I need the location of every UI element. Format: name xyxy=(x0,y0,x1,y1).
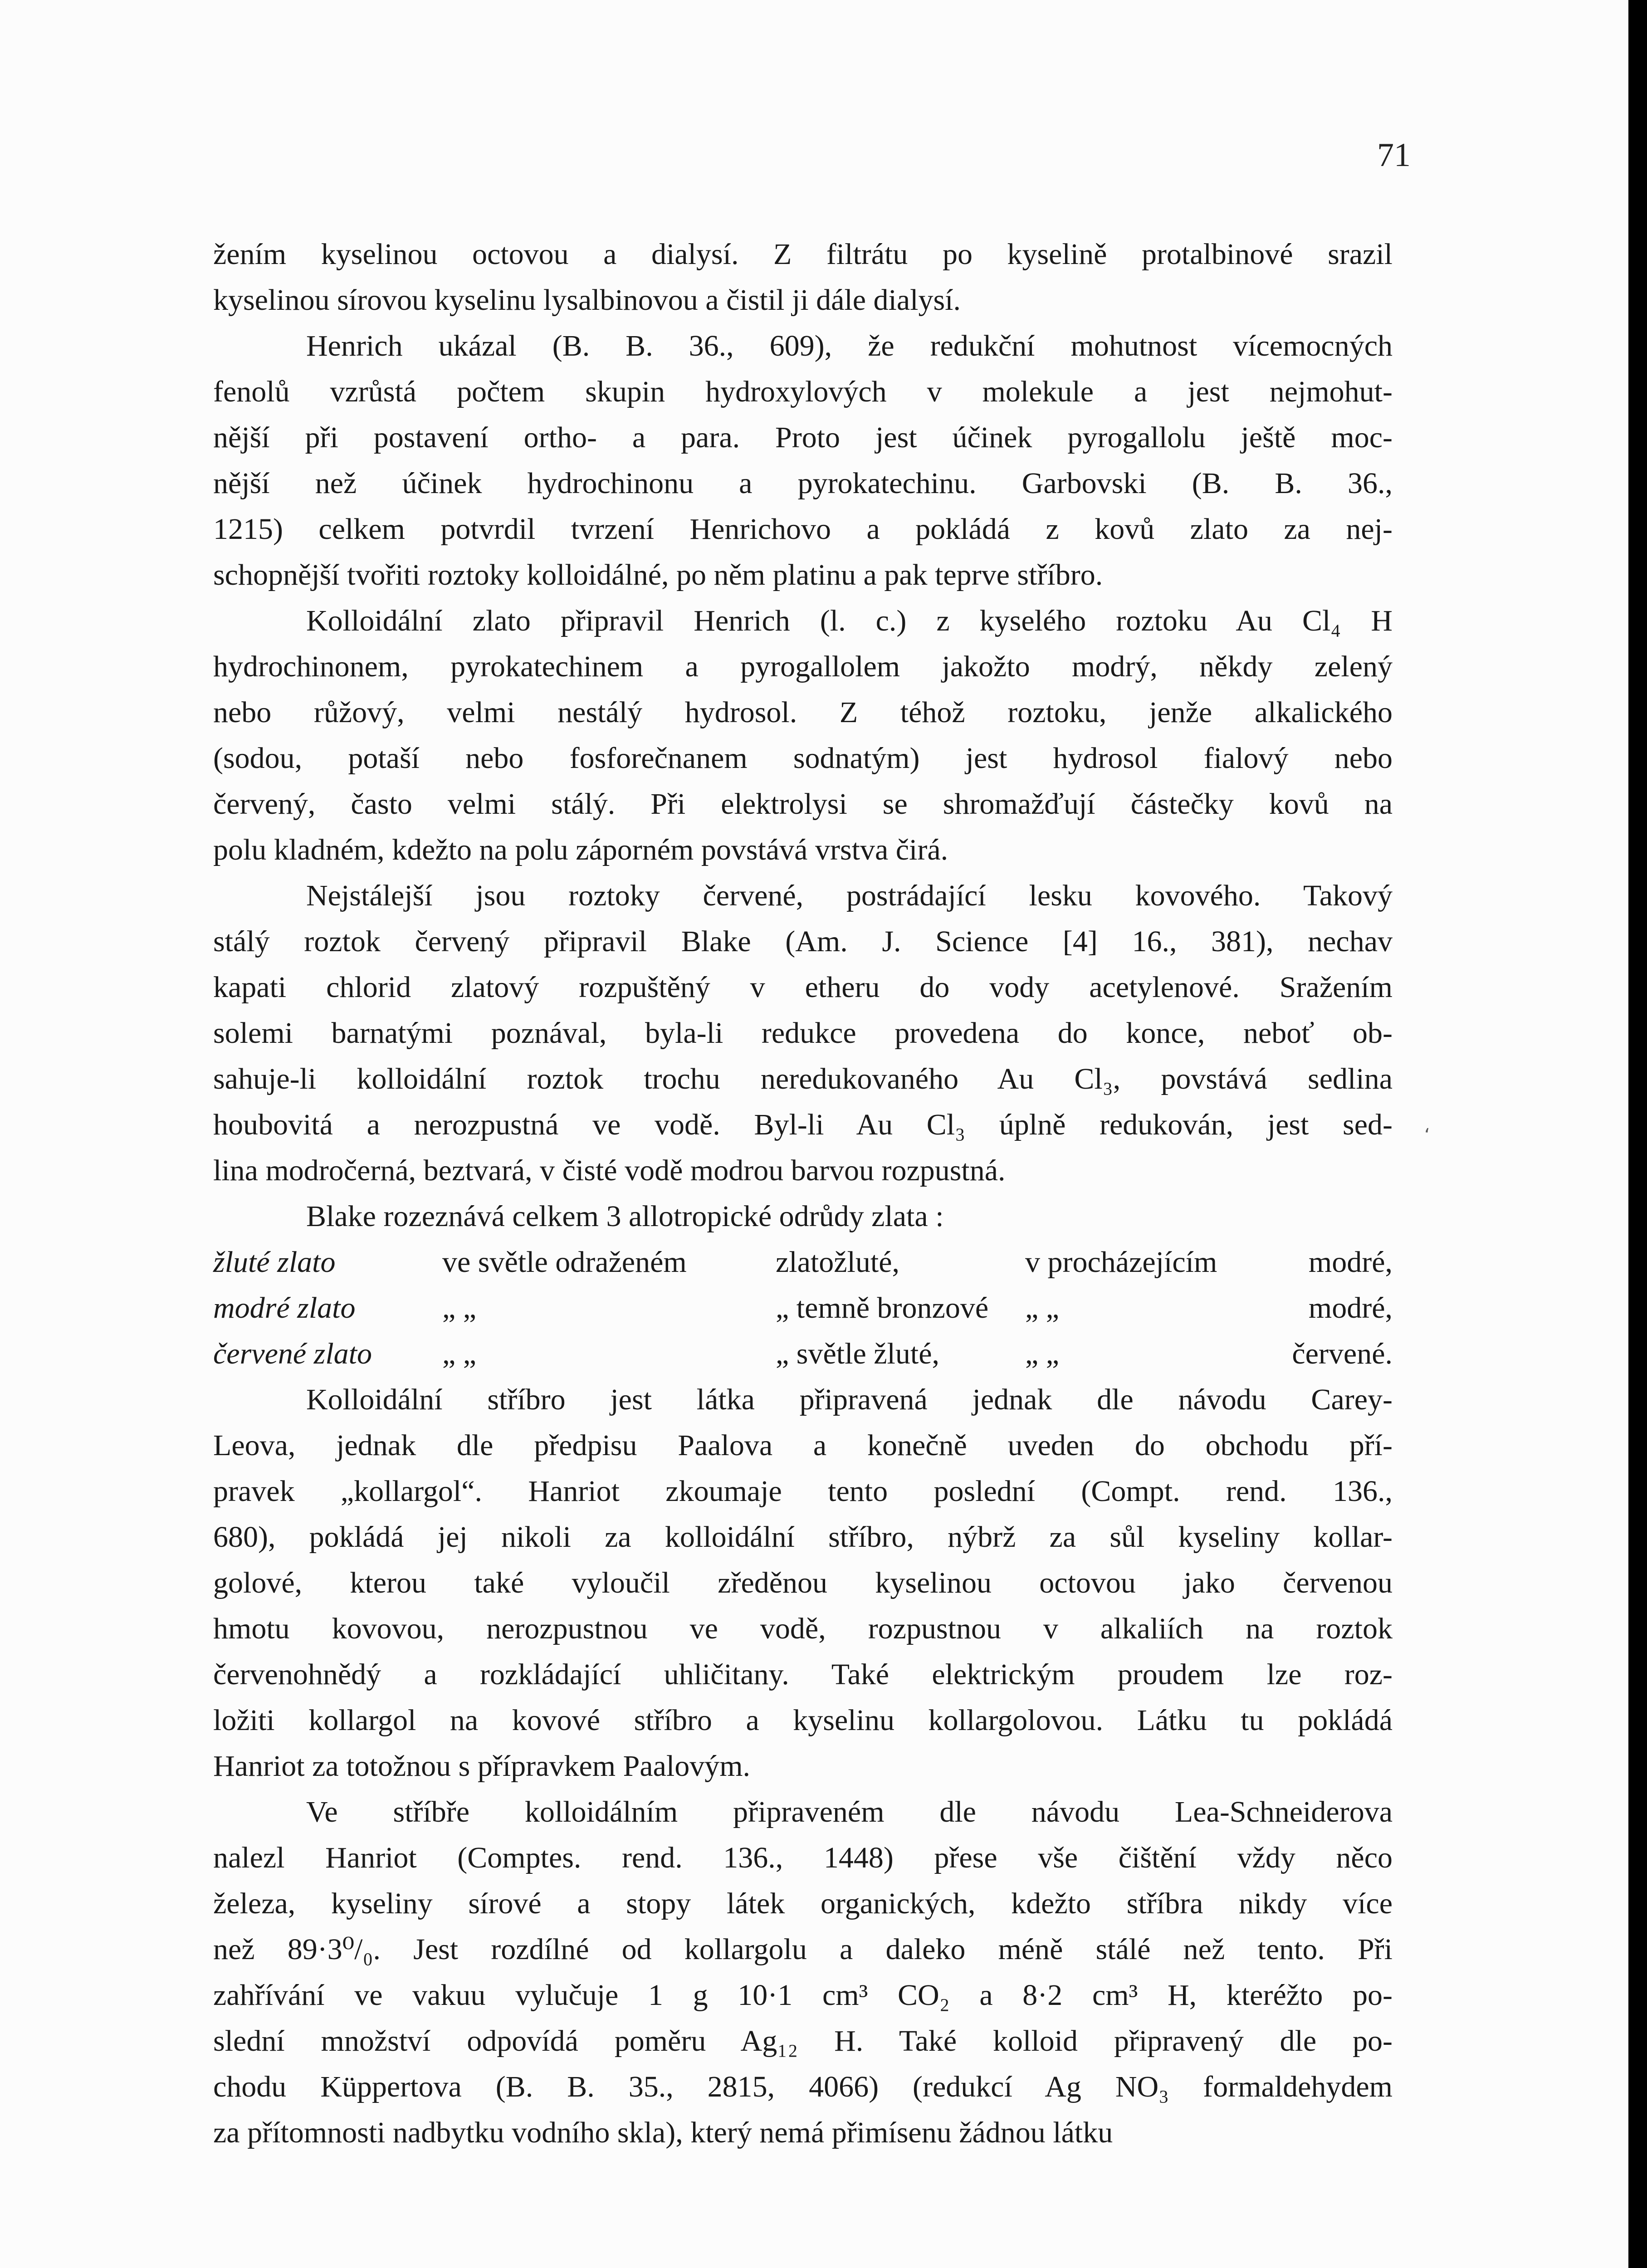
text-line: kapati chlorid zlatový rozpuštěný v etheru do vody acetylenové. Sražením xyxy=(213,971,1393,1004)
text-line: (sodou, potaší nebo fosforečnanem sodnatým) jest hydrosol fialový nebo xyxy=(213,742,1393,775)
light-condition: „ „ xyxy=(442,1291,477,1325)
text-line: červenohnědý a rozkládající uhličitany. Také elektrickým proudem lze roz- xyxy=(213,1658,1393,1691)
text-line: golové, kterou také vyloučil zředěnou kyselinou octovou jako červenou xyxy=(213,1566,1393,1599)
transmitted-color: červené. xyxy=(1292,1337,1393,1370)
text-line: Kolloidální zlato připravil Henrich (l. c.) z kyselého roztoku Au Cl₄ H xyxy=(306,604,1393,637)
text-line: žením kyselinou octovou a dialysí. Z filtrátu po kyselině protalbinové srazil xyxy=(213,238,1393,271)
text-line: Nejstálejší jsou roztoky červené, postrádající lesku kovového. Takový xyxy=(306,879,1393,912)
table-row xyxy=(213,1331,1393,1377)
text-line: než 89·3⁰/₀. Jest rozdílné od kollargolu a daleko méně stálé než tento. Při xyxy=(213,1933,1393,1966)
page-body xyxy=(213,231,1393,2156)
text-line: nější než účinek hydrochinonu a pyrokatechinu. Garbovski (B. B. 36., xyxy=(213,467,1393,500)
reflected-color: „ temně bronzové xyxy=(776,1291,989,1325)
text-line: nebo růžový, velmi nestálý hydrosol. Z téhož roztoku, jenže alkalického xyxy=(213,696,1393,729)
transmitted-color: modré, xyxy=(1308,1246,1393,1279)
text-line: pravek „kollargol“. Hanriot zkoumaje tento poslední (Compt. rend. 136., xyxy=(213,1475,1393,1508)
table-row xyxy=(213,1239,1393,1285)
text-line: nalezl Hanriot (Comptes. rend. 136., 1448) přese vše čištění vždy něco xyxy=(213,1841,1393,1874)
text-line: Henrich ukázal (B. B. 36., 609), že redukční mohutnost vícemocných xyxy=(306,329,1393,362)
variety-name: červené zlato xyxy=(213,1337,372,1370)
paragraph xyxy=(213,873,1393,1193)
paragraph xyxy=(213,598,1393,873)
text-line: ložiti kollargol na kovové stříbro a kyselinu kollargolovou. Látku tu pokládá xyxy=(213,1704,1393,1737)
paragraph xyxy=(213,231,1393,323)
text-line: kyselinou sírovou kyselinu lysalbinovou a čistil ji dále dialysí. xyxy=(213,284,961,317)
reflected-color: „ světle žluté, xyxy=(776,1337,940,1370)
transmitted-label: „ „ xyxy=(1025,1337,1060,1370)
text-line: železa, kyseliny sírové a stopy látek organických, kdežto stříbra nikdy více xyxy=(213,1887,1393,1920)
text-line: lina modročerná, beztvará, v čisté vodě modrou barvou rozpustná. xyxy=(213,1154,1006,1187)
paragraph xyxy=(213,1377,1393,1789)
gold-varieties-table xyxy=(213,1239,1393,1377)
text-line: sahuje-li kolloidální roztok trochu neredukovaného Au Cl₃, povstává sedlina xyxy=(213,1062,1393,1095)
text-line: polu kladném, kdežto na polu záporném povstává vrstva čirá. xyxy=(213,833,948,866)
paragraph xyxy=(213,323,1393,598)
transmitted-label: „ „ xyxy=(1025,1291,1060,1325)
text-line: Hanriot za totožnou s přípravkem Paalovým. xyxy=(213,1750,751,1783)
variety-name: žluté zlato xyxy=(213,1246,336,1279)
text-line: stálý roztok červený připravil Blake (Am. J. Science [4] 16., 381), nechav xyxy=(213,925,1393,958)
transmitted-color: modré, xyxy=(1308,1291,1393,1325)
text-line: hydrochinonem, pyrokatechinem a pyrogallolem jakožto modrý, někdy zelený xyxy=(213,650,1393,683)
text-line: schopnější tvořiti roztoky kolloidálné, po něm platinu a pak teprve stříbro. xyxy=(213,558,1103,591)
text-line: Kolloidální stříbro jest látka připravená jednak dle návodu Carey- xyxy=(306,1383,1393,1416)
page-number: 71 xyxy=(1377,137,1411,174)
paragraph xyxy=(213,1789,1393,2156)
light-condition: „ „ xyxy=(442,1337,477,1370)
paragraph xyxy=(213,1193,1393,1239)
variety-name: modré zlato xyxy=(213,1291,356,1325)
text-line: Blake rozeznává celkem 3 allotropické odrůdy zlata : xyxy=(306,1200,944,1233)
light-condition: ve světle odraženém xyxy=(442,1246,687,1279)
text-line: Ve stříbře kolloidálním připraveném dle návodu Lea-Schneiderova xyxy=(306,1795,1393,1828)
text-line: 680), pokládá jej nikoli za kolloidální stříbro, nýbrž za sůl kyseliny kollar- xyxy=(213,1520,1393,1554)
text-line: chodu Küppertova (B. B. 35., 2815, 4066) (redukcí Ag NO₃ formaldehydem xyxy=(213,2070,1393,2103)
text-line: fenolů vzrůstá počtem skupin hydroxylových v molekule a jest nejmohut- xyxy=(213,375,1393,408)
text-line: Leova, jednak dle předpisu Paalova a konečně uveden do obchodu pří- xyxy=(213,1429,1393,1462)
margin-mark: ʻ xyxy=(1424,1125,1430,1146)
table-row xyxy=(213,1285,1393,1331)
text-line: nější při postavení ortho- a para. Proto jest účinek pyrogallolu ještě moc- xyxy=(213,421,1393,454)
text-line: slední množství odpovídá poměru Ag₁₂ H. Také kolloid připravený dle po- xyxy=(213,2024,1393,2058)
transmitted-label: v procházejícím xyxy=(1025,1246,1217,1279)
text-line: 1215) celkem potvrdil tvrzení Henrichovo a pokládá z kovů zlato za nej- xyxy=(213,513,1393,546)
text-line: červený, často velmi stálý. Při elektrolysi se shromažďují částečky kovů na xyxy=(213,787,1393,821)
text-line: hmotu kovovou, nerozpustnou ve vodě, rozpustnou v alkaliích na roztok xyxy=(213,1612,1393,1645)
text-line: za přítomnosti nadbytku vodního skla), který nemá přimísenu žádnou látku xyxy=(213,2116,1113,2149)
text-line: solemi barnatými poznával, byla-li redukce provedena do konce, neboť ob- xyxy=(213,1017,1393,1050)
reflected-color: zlatožluté, xyxy=(776,1246,900,1279)
text-line: houbovitá a nerozpustná ve vodě. Byl-li Au Cl₃ úplně redukován, jest sed- xyxy=(213,1108,1393,1141)
text-line: zahřívání ve vakuu vylučuje 1 g 10·1 cm³ CO₂ a 8·2 cm³ H, kteréžto po- xyxy=(213,1979,1393,2012)
